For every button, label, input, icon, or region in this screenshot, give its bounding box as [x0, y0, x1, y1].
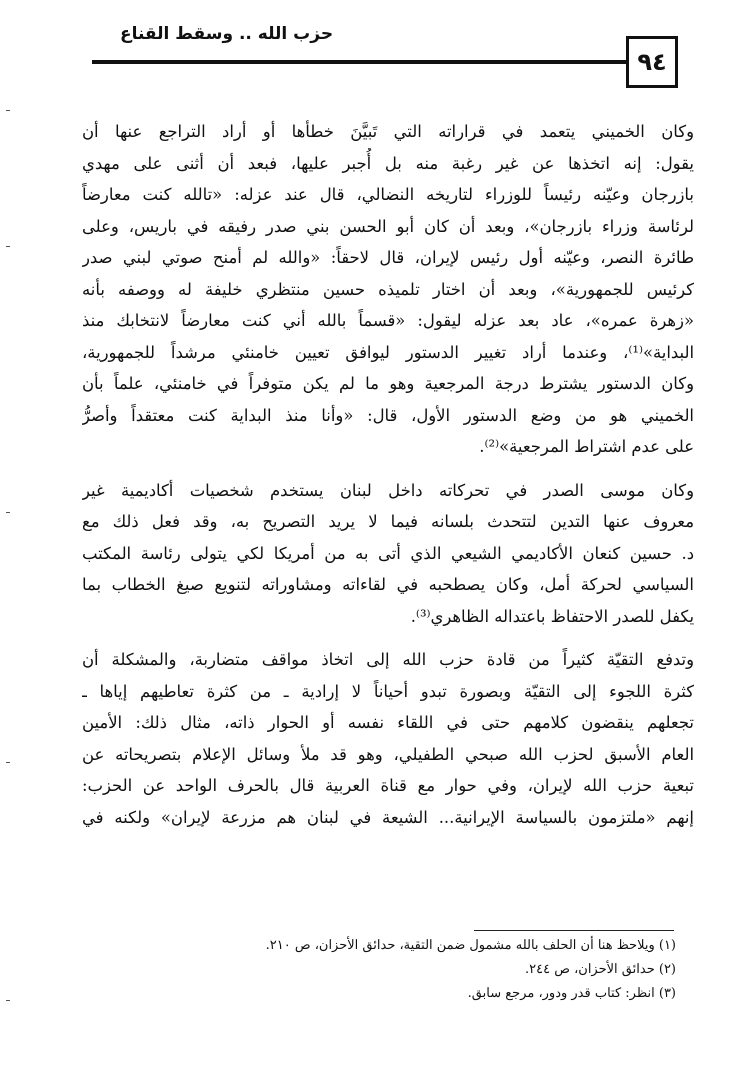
footnotes	[160, 934, 676, 1006]
running-title: حزب الله .. وسقط القناع	[120, 24, 334, 44]
scan-margin-mark	[6, 1000, 10, 1001]
text-line: إنهم «ملتزمون بالسياسة الإيرانية... الشيعة في لبنان هم مزرعة لإيران» ولكنه في	[82, 807, 694, 827]
scan-margin-mark	[6, 762, 10, 763]
text-line: طائرة النصر، وعيّنه أول رئيس لإيران، قال لاحقاً: «والله لم أمنح صوتي لبني صدر	[82, 248, 694, 267]
footnote: (٢) حدائق الأحزان، ص ٢٤٤.	[525, 962, 676, 977]
text-line: كرئيس للجمهورية»، وبعد أن اختار تلميذه حسين منتظري خليفة له ووصفه بأنه	[82, 279, 694, 299]
page-number-box	[626, 36, 678, 88]
text-line: كثرة اللجوء إلى التقيّة وبصورة تبدو أحياناً لا إرادية ـ من كثرة تعاطيهم إياها ـ	[82, 681, 694, 701]
text-line: «زهرة عمره»، عاد بعد عزله ليقول: «قسماً بالله أني كنت معارضاً لانتخابك منذ	[82, 311, 694, 330]
scan-margin-mark	[6, 512, 10, 513]
scan-margin-mark	[6, 110, 10, 111]
footnote: (٣) انظر: كتاب قدر ودور، مرجع سابق.	[467, 986, 676, 1001]
body-text	[82, 116, 694, 833]
text-line: العام الأسبق لحزب الله صبحي الطفيلي، وهو قد ملأ وسائل الإعلام بتصريحاته عن	[82, 744, 694, 764]
text-line: لرئاسة وزراء بازرجان»، وبعد أن كان أبو الحسن بني صدر رفيقه في باريس، وعلى	[82, 216, 694, 236]
text-line: وكان موسى الصدر في تحركاته داخل لبنان يستخدم شخصيات أكاديمية غير	[82, 480, 694, 500]
text-line: يكفل للصدر الاحتفاظ باعتداله الظاهري⁽³⁾.	[410, 606, 694, 626]
text-line: معروف عنها التدين لتتحدث بلسانه فيما لا يريد التصريح به، وقد فعل ذلك مع	[82, 512, 694, 531]
text-line: د. حسين كنعان الأكاديمي الشيعي الذي أتى به من أمريكا لكي يتولى رئاسة المكتب	[82, 543, 694, 563]
page-number: ٩٤	[637, 48, 667, 76]
text-line: على عدم اشتراط المرجعية»⁽²⁾.	[479, 437, 694, 456]
footnote-rule	[474, 930, 674, 931]
paragraph	[82, 116, 694, 463]
text-line: البداية»⁽¹⁾، وعندما أراد تغيير الدستور ليوافق تعيين خامنئي مرشداً للجمهورية،	[82, 342, 694, 362]
text-line: الخميني هو من وضع الدستور الأول، قال: «وأنا منذ البداية كنت معتقداً وأصرُّ	[82, 405, 694, 425]
scan-margin-mark	[6, 246, 10, 247]
text-line: السياسي لحركة أمل، وكان يصطحبه في لقاءاته ومشاوراته لتنويع صيغ الخطاب بما	[82, 575, 694, 594]
text-line: بازرجان وعيّنه رئيساً للوزراء لتاريخه النضالي، قال عند عزله: «تالله كنت معارضاً	[82, 185, 694, 204]
text-line: وكان الدستور يشترط درجة المرجعية وهو ما لم يكن متوفراً في خامنئي، علماً بأن	[82, 374, 694, 393]
paragraph-gap	[82, 632, 694, 644]
text-line: وكان الخميني يتعمد في قراراته التي تَبيَّنَ خطأها أو أراد التراجع عنها أن	[82, 122, 694, 141]
text-line: تبعية حزب الله لإيران، وفي حوار مع قناة العربية قال بالحرف الواحد عن الحزب:	[82, 776, 694, 795]
paragraph-gap	[82, 463, 694, 475]
text-line: وتدفع التقيّة كثيراً من قادة حزب الله إلى اتخاذ مواقف متضاربة، والمشكلة أن	[82, 650, 694, 669]
header-rule	[92, 60, 626, 64]
paragraph	[82, 644, 694, 833]
paragraph	[82, 475, 694, 633]
footnote: (١) ويلاحظ هنا أن الحلف بالله مشمول ضمن التقية، حدائق الأحزان، ص ٢١٠.	[265, 938, 676, 953]
text-line: تجعلهم ينقضون كلامهم حتى في اللقاء نفسه أو الحوار ذاته، مثال ذلك: الأمين	[82, 713, 694, 732]
text-line: يقول: إنه اتخذها عن غير رغبة منه بل أُجبر عليها، فبعد أن أثنى على مهدي	[82, 153, 694, 173]
